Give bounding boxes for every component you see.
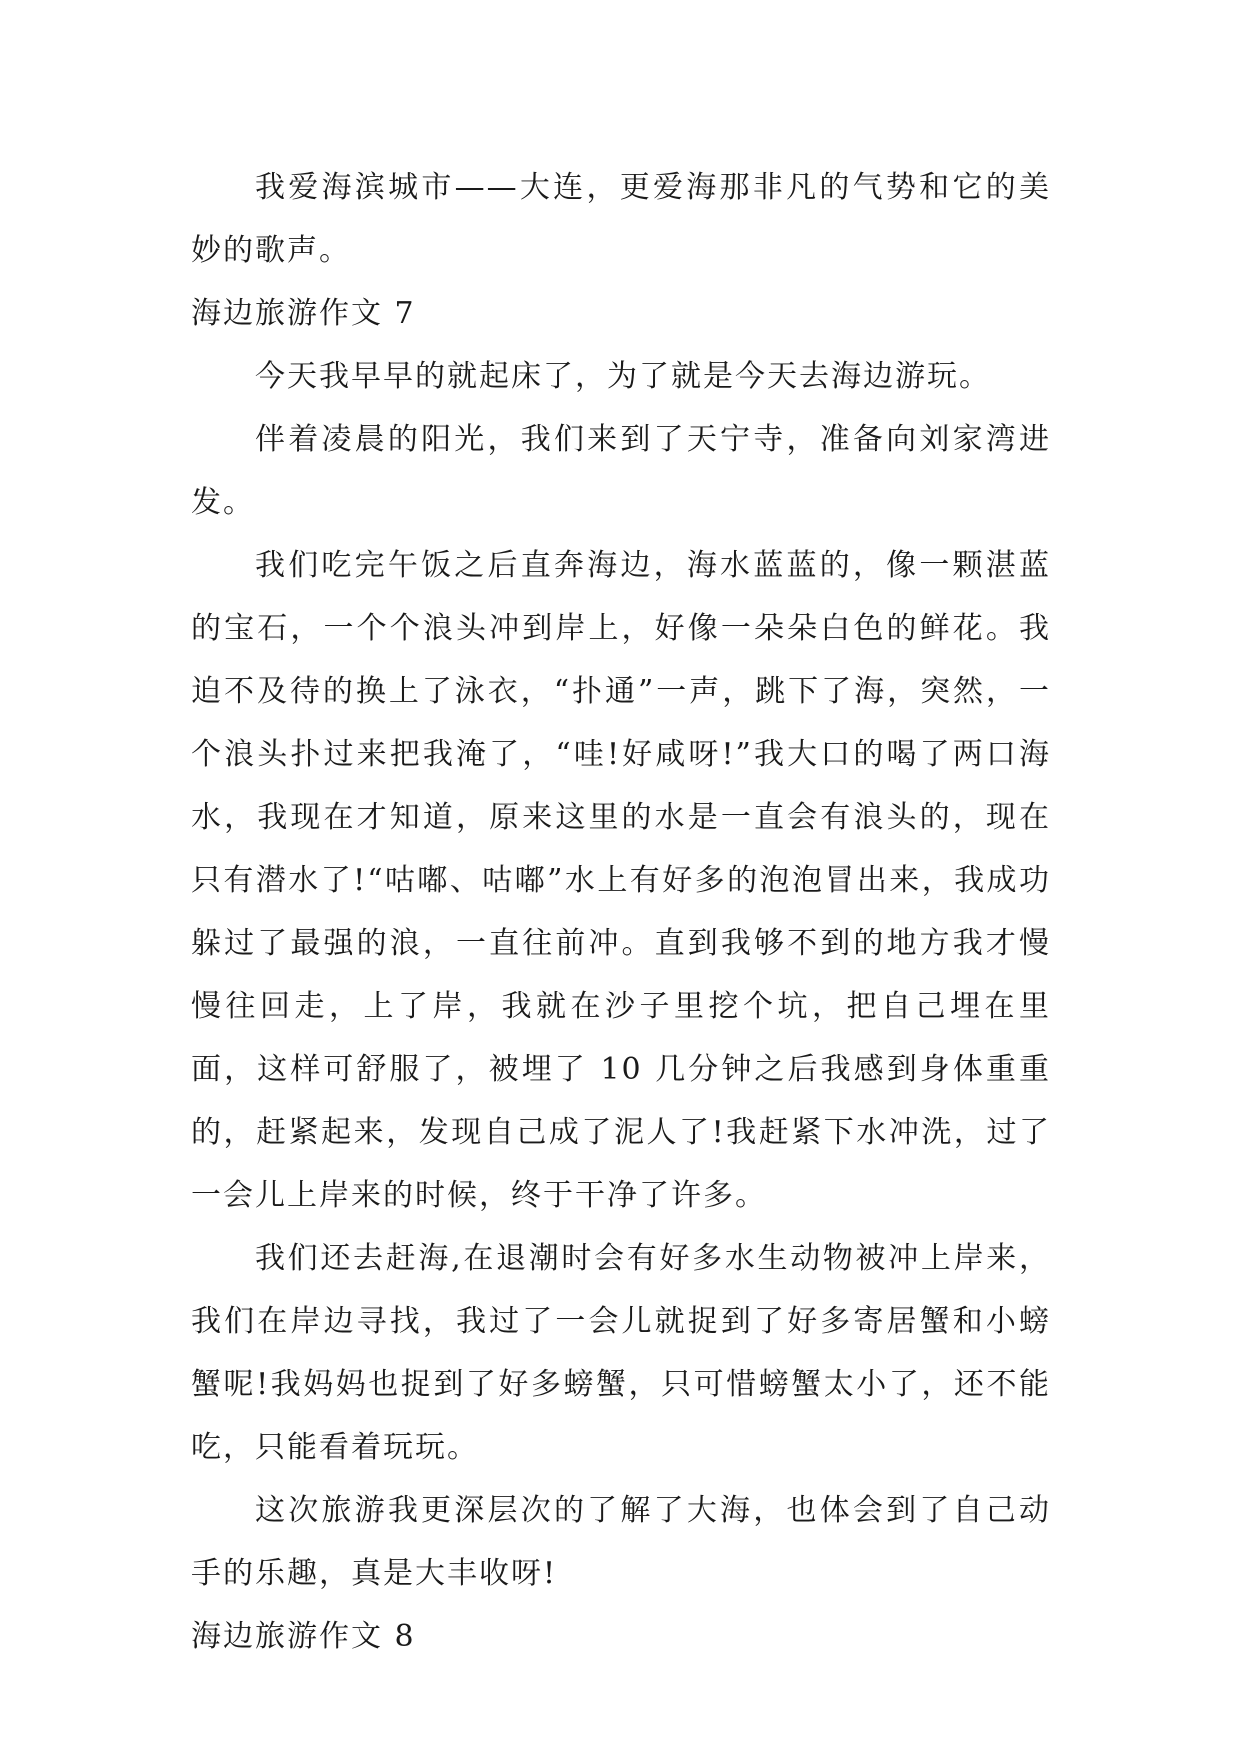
paragraph-beachcombing: 我们还去赶海,在退潮时会有好多水生动物被冲上岸来，我们在岸边寻找，我过了一会儿就捉到了好多寄居蟹和小螃蟹呢!我妈妈也捉到了好多螃蟹，只可惜螃蟹太小了，还不能吃，只能看着玩玩。: [191, 1241, 1051, 1465]
document-body: [191, 156, 1051, 1668]
paragraph-dalian-closing: 我爱海滨城市——大连，更爱海那非凡的气势和它的美妙的歌声。: [191, 170, 1051, 268]
paragraph-early-rise: 今天我早早的就起床了，为了就是今天去海边游玩。: [255, 359, 991, 394]
section-heading-8: 海边旅游作文 8: [191, 1619, 416, 1654]
paragraph-swimming: 我们吃完午饭之后直奔海边，海水蓝蓝的，像一颗湛蓝的宝石，一个个浪头冲到岸上，好像一朵朵白色的鲜花。我迫不及待的换上了泳衣，“扑通”一声，跳下了海，突然，一个浪头扑过来把我淹了，“哇!好咸呀!”我大口的喝了两口海水，我现在才知道，原来这里的水是一直会有浪头的，现在只有潜水了!“咕嘟、咕嘟”水上有好多的泡泡冒出来，我成功躲过了最强的浪，一直往前冲。直到我够不到的地方我才慢慢往回走，上了岸，我就在沙子里挖个坑，把自己埋在里面，这样可舒服了，被埋了 10 几分钟之后我感到身体重重的，赶紧起来，发现自己成了泥人了!我赶紧下水冲洗，过了一会儿上岸来的时候，终于干净了许多。: [191, 548, 1051, 1213]
section-heading-7: 海边旅游作文 7: [191, 296, 416, 331]
paragraph-conclusion: 这次旅游我更深层次的了解了大海，也体会到了自己动手的乐趣，真是大丰收呀!: [191, 1493, 1051, 1591]
paragraph-morning-sun: 伴着凌晨的阳光，我们来到了天宁寺，准备向刘家湾进发。: [191, 422, 1051, 520]
